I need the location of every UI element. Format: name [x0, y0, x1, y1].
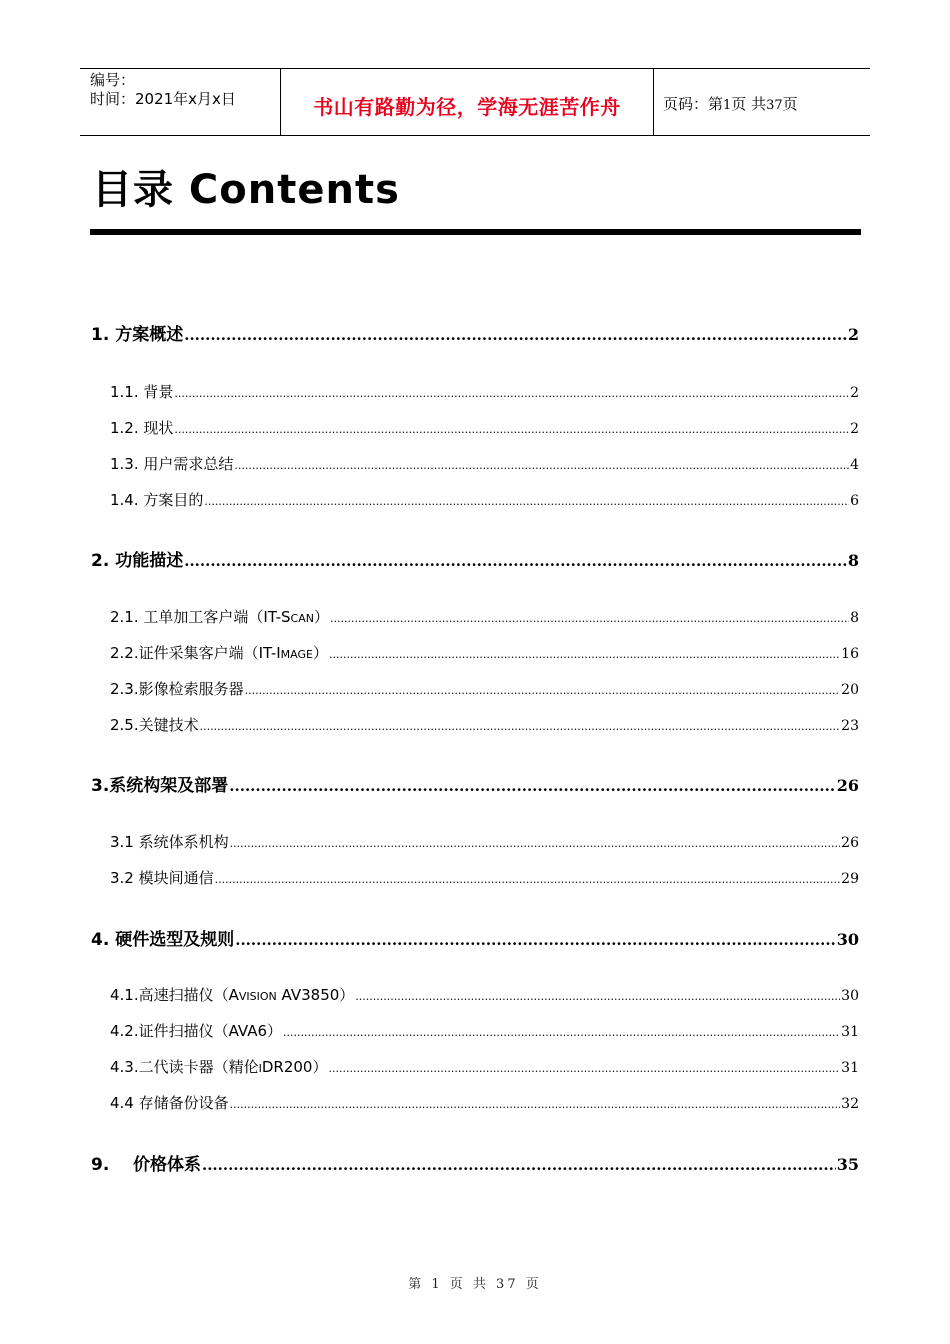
toc-page: 20 [841, 682, 859, 698]
toc-label: 1.1. 背景 [110, 383, 174, 401]
toc-entry[interactable] [110, 1056, 859, 1077]
toc-page: 26 [841, 835, 859, 851]
toc-page: 30 [836, 930, 859, 949]
toc-label: 2.3.影像检索服务器 [110, 680, 244, 698]
toc-page: 35 [836, 1155, 859, 1174]
toc-label: 3.1 系统体系机构 [110, 833, 229, 851]
date-line: 时间：2021年x月x日 [90, 90, 236, 108]
toc-label: 4.4 存储备份设备 [110, 1094, 229, 1112]
toc-entry[interactable] [91, 546, 859, 571]
page-title: 目录 Contents [92, 167, 400, 213]
toc-entry[interactable] [110, 453, 859, 474]
toc-entry[interactable] [110, 867, 859, 888]
toc-entry[interactable] [110, 1020, 859, 1041]
toc-entry[interactable] [110, 489, 859, 510]
toc-label: 1.2. 现状 [110, 419, 174, 437]
toc-page: 2 [850, 385, 859, 401]
page-total: 37 [766, 98, 783, 113]
toc-label: 1.4. 方案目的 [110, 491, 204, 509]
page-suffix: 页 [782, 95, 798, 113]
toc-label: 3.系统构架及部署 [91, 776, 229, 796]
toc-page: 8 [850, 610, 859, 626]
doc-number-label: 编号： [90, 71, 136, 89]
toc-label: 4.2.证件扫描仪（AVA6） [110, 1022, 283, 1040]
toc-entry[interactable] [110, 642, 859, 663]
toc-entry[interactable] [110, 1092, 859, 1113]
toc-entry[interactable] [110, 714, 859, 735]
toc-page: 2 [847, 325, 859, 344]
toc-entry[interactable] [110, 984, 859, 1005]
header-motto-cell [281, 69, 654, 135]
page-footer: 第 1 页 共 37 页 [408, 1277, 542, 1292]
page-header [80, 68, 870, 136]
title-rule [90, 229, 861, 235]
toc-entry[interactable] [110, 831, 859, 852]
toc-page: 32 [841, 1096, 859, 1112]
toc-page: 8 [847, 551, 859, 570]
toc-label: 4.1.高速扫描仪（AVISION AV3850） [110, 986, 355, 1004]
header-page-number [663, 93, 798, 114]
toc-label: 4. 硬件选型及规则 [91, 930, 235, 950]
page-current: 1 [723, 98, 732, 113]
motto: 书山有路勤为径，学海无涯苦作舟 [313, 95, 621, 119]
toc-label: 2.1. 工单加工客户端（IT-SCAN） [110, 608, 329, 626]
toc-entry[interactable] [110, 606, 859, 627]
toc-entry[interactable] [91, 771, 859, 796]
page-label: 页码：第 [663, 95, 724, 113]
toc-page: 26 [836, 776, 859, 795]
toc-entry[interactable] [110, 417, 859, 438]
header-page-cell [654, 69, 870, 135]
header-meta-cell [80, 69, 281, 135]
toc-label: 9. 价格体系 [91, 1155, 201, 1175]
toc-entry[interactable] [91, 1150, 859, 1175]
toc-label: 1. 方案概述 [91, 325, 184, 345]
toc-label: 2. 功能描述 [91, 551, 184, 571]
toc-label: 2.5.关键技术 [110, 716, 199, 734]
toc-page: 29 [841, 871, 859, 887]
toc-entry[interactable] [110, 381, 859, 402]
toc-entry[interactable] [91, 925, 859, 950]
toc-entry[interactable] [110, 678, 859, 699]
toc-entry[interactable] [91, 320, 859, 345]
toc-label: 4.3.二代读卡器（精伦IDR200） [110, 1058, 328, 1076]
toc-label: 3.2 模块间通信 [110, 869, 214, 887]
toc-page: 2 [850, 421, 859, 437]
toc-label: 2.2.证件采集客户端（IT-IMAGE） [110, 644, 328, 662]
toc-page: 31 [841, 1060, 859, 1076]
page-mid: 页 共 [731, 95, 767, 113]
toc-page: 30 [841, 988, 859, 1004]
toc-page: 23 [841, 718, 859, 734]
toc-label: 1.3. 用户需求总结 [110, 455, 234, 473]
toc-page: 31 [841, 1024, 859, 1040]
toc-page: 4 [850, 457, 859, 473]
toc-page: 6 [850, 493, 859, 509]
toc-page: 16 [841, 646, 859, 662]
